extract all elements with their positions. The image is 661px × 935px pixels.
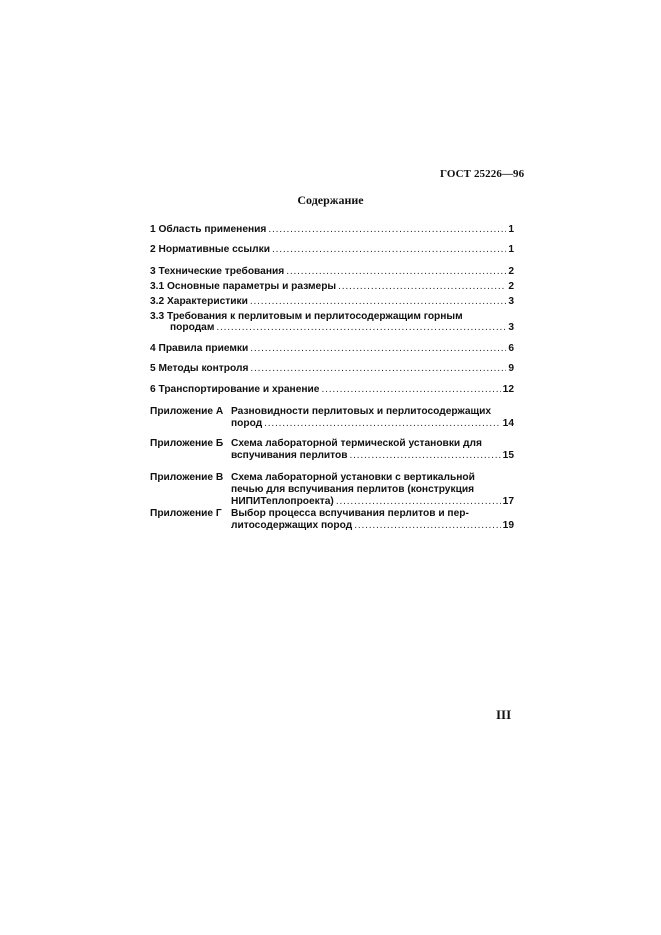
toc-entry-label: 5 Методы контроля	[150, 363, 249, 374]
appendix-prefix: Приложение А	[150, 406, 224, 417]
leader-dots	[338, 281, 506, 292]
appendix-title-line1: Выбор процесса вспучивания перлитов и пер-	[231, 508, 469, 519]
toc-entry-label: 4 Правила приемки	[150, 343, 249, 354]
toc-entry	[150, 224, 514, 235]
leader-dots	[286, 266, 506, 277]
toc-entry	[150, 244, 514, 255]
appendix-prefix: Приложение Б	[150, 438, 224, 449]
toc-entry	[150, 266, 514, 277]
page-number: III	[496, 707, 512, 722]
toc-entry-page: 15	[502, 450, 514, 461]
toc-entry	[170, 322, 514, 333]
appendix-title-line3: НИПИТеплопроекта)	[231, 496, 334, 507]
leader-dots	[321, 384, 500, 395]
leader-dots	[264, 418, 501, 429]
leader-dots	[250, 296, 506, 307]
toc-entry-page: 17	[502, 496, 514, 507]
toc-entry	[150, 343, 514, 354]
toc-entry-label-line2: породам	[170, 322, 215, 333]
appendix-title-line1: Разновидности перлитовых и перлитосодержащих	[231, 406, 492, 417]
toc-entry	[231, 496, 514, 507]
toc-entry	[150, 296, 514, 307]
appendix-prefix: Приложение В	[150, 472, 224, 483]
leader-dots	[354, 520, 500, 531]
toc-entry-page: 3	[508, 296, 514, 307]
document-code: ГОСТ 25226—96	[440, 168, 525, 180]
toc-entry-label: 3.1 Основные параметры и размеры	[150, 281, 337, 292]
toc-entry-label: 3.2 Характеристики	[150, 296, 248, 307]
toc-entry	[150, 363, 514, 374]
appendix-title-line1: Схема лабораторной установки с вертикальной	[231, 472, 475, 483]
appendix-title-line2: пород	[231, 418, 263, 429]
toc-entry-page: 19	[502, 520, 514, 531]
appendix-title-line2: печью для вспучивания перлитов (конструкция	[231, 484, 475, 495]
leader-dots	[272, 244, 506, 255]
leader-dots	[216, 322, 506, 333]
toc-entry	[231, 450, 514, 461]
appendix-title-line1: Схема лабораторной термической установки для	[231, 438, 482, 449]
toc-entry	[231, 520, 514, 531]
appendix-prefix: Приложение Г	[150, 508, 222, 519]
toc-entry-page: 2	[508, 266, 514, 277]
toc-entry	[150, 384, 514, 395]
leader-dots	[250, 363, 506, 374]
toc-title: Содержание	[297, 193, 364, 207]
toc-entry-label: 3 Технические требования	[150, 266, 285, 277]
toc-entry-label: 6 Транспортирование и хранение	[150, 384, 320, 395]
toc-entry	[231, 418, 514, 429]
leader-dots	[336, 496, 501, 507]
leader-dots	[350, 450, 501, 461]
toc-entry-page: 12	[502, 384, 514, 395]
toc-entry-label: 1 Область применения	[150, 224, 267, 235]
appendix-title-line2: литосодержащих пород	[231, 520, 353, 531]
toc-entry-page: 6	[508, 343, 514, 354]
toc-entry-page: 2	[508, 281, 514, 292]
toc-entry-page: 14	[502, 418, 514, 429]
leader-dots	[268, 224, 506, 235]
leader-dots	[250, 343, 506, 354]
toc-entry-label: 2 Нормативные ссылки	[150, 244, 270, 255]
toc-entry-page: 3	[508, 322, 514, 333]
toc-entry	[150, 281, 514, 292]
toc-entry-page: 1	[508, 224, 514, 235]
toc-entry-label-line1: 3.3 Требования к перлитовым и перлитосодержащим горным	[150, 311, 463, 322]
toc-entry-page: 1	[508, 244, 514, 255]
toc-entry-page: 9	[508, 363, 514, 374]
appendix-title-line2: вспучивания перлитов	[231, 450, 348, 461]
